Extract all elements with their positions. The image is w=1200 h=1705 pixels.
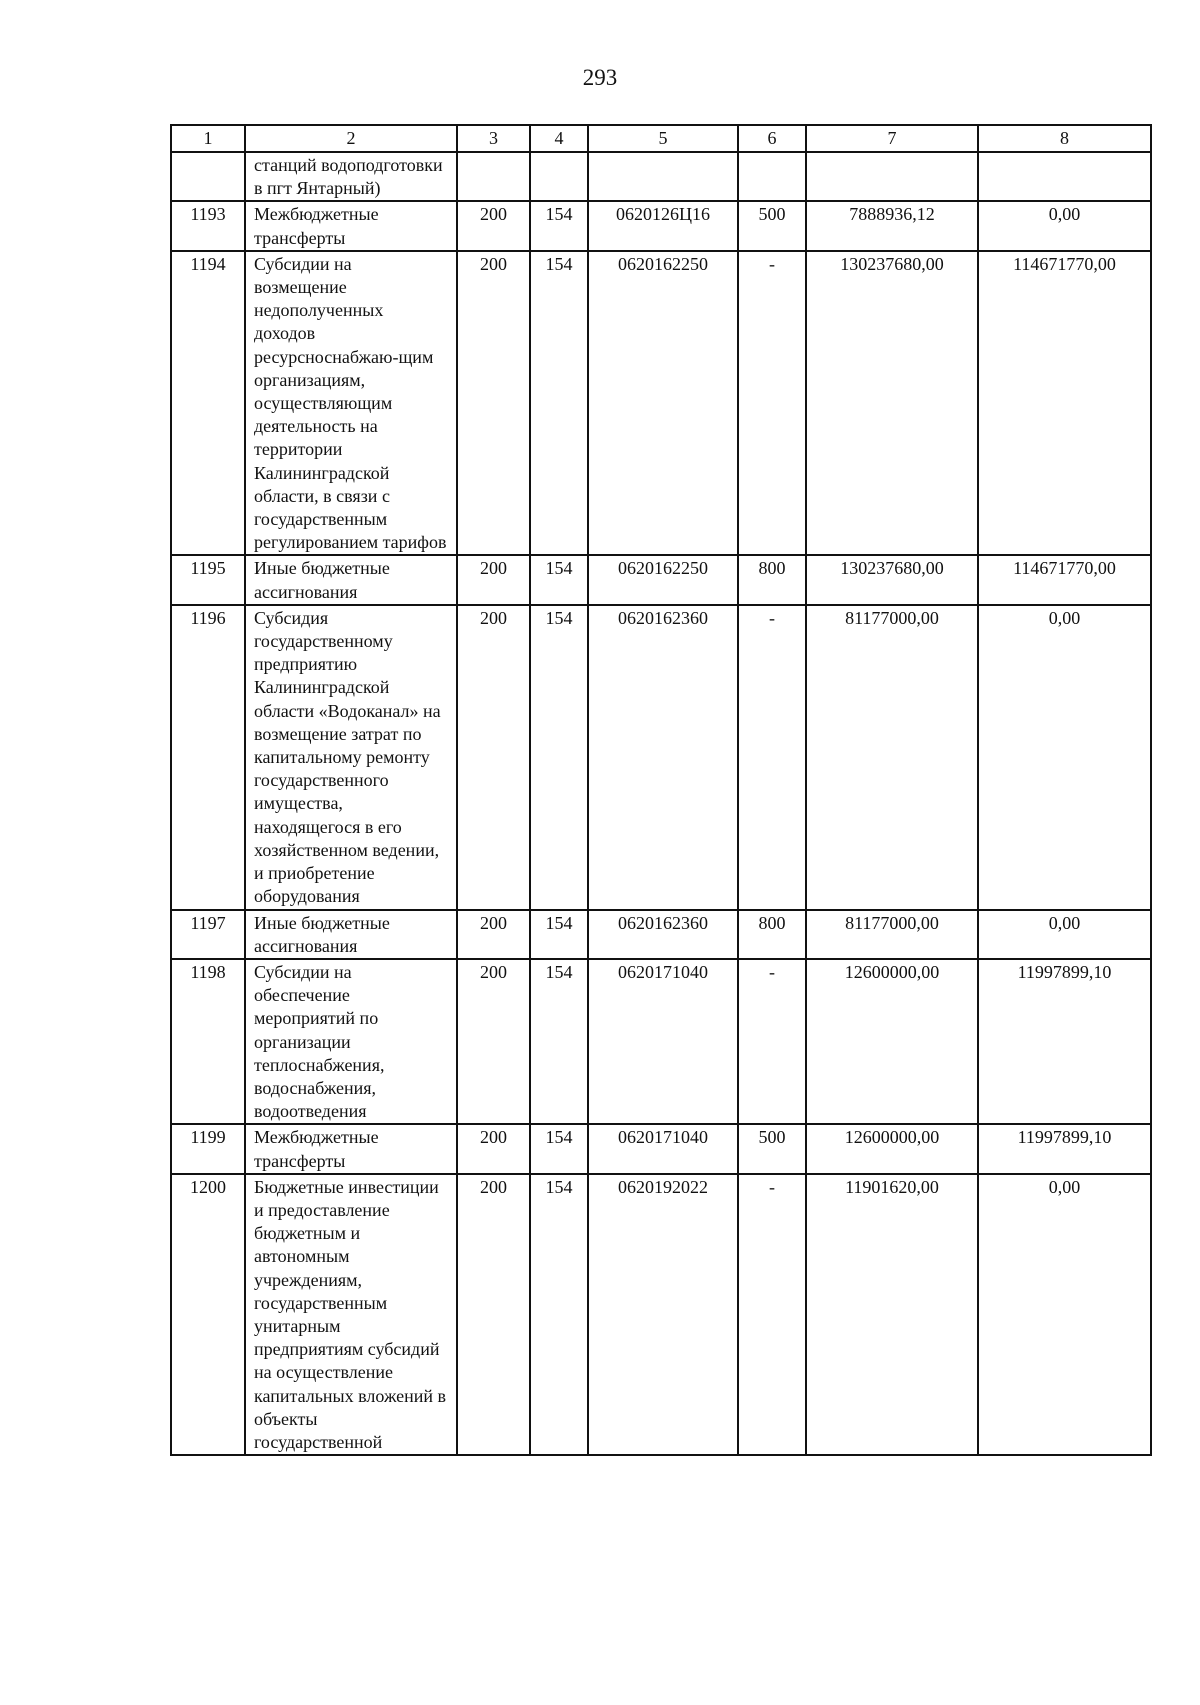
cell-col5: 0620162250 xyxy=(588,251,738,556)
cell-col3: 200 xyxy=(457,555,530,604)
budget-table xyxy=(170,124,1152,1456)
row-name: Межбюджетные трансферты xyxy=(245,1124,457,1173)
cell-col8: 114671770,00 xyxy=(978,555,1151,604)
cell-col6: 500 xyxy=(738,201,806,250)
cell-col3: 200 xyxy=(457,910,530,959)
table-row xyxy=(171,959,1151,1124)
cell-col3: 200 xyxy=(457,1174,530,1455)
cell-col3: 200 xyxy=(457,1124,530,1173)
cell-col3: 200 xyxy=(457,201,530,250)
cell-col4: 154 xyxy=(530,959,588,1124)
cell-col3 xyxy=(457,152,530,201)
cell-col7: 11901620,00 xyxy=(806,1174,978,1455)
column-header: 1 xyxy=(171,125,245,152)
cell-col8: 0,00 xyxy=(978,201,1151,250)
cell-col8: 0,00 xyxy=(978,910,1151,959)
column-header: 5 xyxy=(588,125,738,152)
row-number: 1198 xyxy=(171,959,245,1124)
cell-col4: 154 xyxy=(530,1124,588,1173)
row-number: 1197 xyxy=(171,910,245,959)
row-number: 1200 xyxy=(171,1174,245,1455)
table-row xyxy=(171,1124,1151,1173)
cell-col5: 0620162250 xyxy=(588,555,738,604)
column-header: 3 xyxy=(457,125,530,152)
cell-col7: 130237680,00 xyxy=(806,251,978,556)
cell-col7: 7888936,12 xyxy=(806,201,978,250)
row-number: 1199 xyxy=(171,1124,245,1173)
cell-col5: 0620171040 xyxy=(588,959,738,1124)
row-number: 1196 xyxy=(171,605,245,910)
cell-col7 xyxy=(806,152,978,201)
cell-col4: 154 xyxy=(530,251,588,556)
row-name: Иные бюджетные ассигнования xyxy=(245,910,457,959)
cell-col4: 154 xyxy=(530,555,588,604)
table-row xyxy=(171,555,1151,604)
cell-col8: 11997899,10 xyxy=(978,959,1151,1124)
row-name: Субсидия государственному предприятию Калининградской области «Водоканал» на возмещение затрат по капитальному ремонту государственного имущества, находящегося в его хозяйственном ведении, и приобретение оборудования xyxy=(245,605,457,910)
cell-col5: 0620171040 xyxy=(588,1124,738,1173)
cell-col5: 0620192022 xyxy=(588,1174,738,1455)
row-number: 1193 xyxy=(171,201,245,250)
table-row xyxy=(171,910,1151,959)
row-name: Субсидии на возмещение недополученных доходов ресурсноснабжаю-щим организациям, осуществляющим деятельность на территории Калининградской области, в связи с государственным регулированием тарифов xyxy=(245,251,457,556)
row-name: Субсидии на обеспечение мероприятий по организации теплоснабжения, водоснабжения, водоотведения xyxy=(245,959,457,1124)
cell-col4: 154 xyxy=(530,201,588,250)
cell-col8: 0,00 xyxy=(978,1174,1151,1455)
cell-col5 xyxy=(588,152,738,201)
table-row xyxy=(171,251,1151,556)
row-number xyxy=(171,152,245,201)
cell-col5: 0620162360 xyxy=(588,910,738,959)
column-header: 6 xyxy=(738,125,806,152)
cell-col7: 130237680,00 xyxy=(806,555,978,604)
cell-col5: 0620162360 xyxy=(588,605,738,910)
cell-col6 xyxy=(738,152,806,201)
cell-col6: - xyxy=(738,605,806,910)
row-number: 1194 xyxy=(171,251,245,556)
row-name: Межбюджетные трансферты xyxy=(245,201,457,250)
cell-col3: 200 xyxy=(457,959,530,1124)
cell-col6: - xyxy=(738,1174,806,1455)
column-header: 2 xyxy=(245,125,457,152)
table-row xyxy=(171,152,1151,201)
cell-col7: 81177000,00 xyxy=(806,605,978,910)
cell-col6: 800 xyxy=(738,910,806,959)
table-row xyxy=(171,605,1151,910)
column-header: 4 xyxy=(530,125,588,152)
column-header: 8 xyxy=(978,125,1151,152)
row-name: станций водоподготовки в пгт Янтарный) xyxy=(245,152,457,201)
cell-col6: - xyxy=(738,251,806,556)
cell-col6: - xyxy=(738,959,806,1124)
cell-col3: 200 xyxy=(457,605,530,910)
cell-col3: 200 xyxy=(457,251,530,556)
cell-col8: 11997899,10 xyxy=(978,1124,1151,1173)
row-name: Бюджетные инвестиции и предоставление бюджетным и автономным учреждениям, государственным унитарным предприятиям субсидий на осуществление капитальных вложений в объекты государственной xyxy=(245,1174,457,1455)
cell-col7: 12600000,00 xyxy=(806,1124,978,1173)
table-row xyxy=(171,1174,1151,1455)
header-row xyxy=(171,125,1151,152)
cell-col6: 500 xyxy=(738,1124,806,1173)
cell-col4: 154 xyxy=(530,1174,588,1455)
row-number: 1195 xyxy=(171,555,245,604)
cell-col7: 12600000,00 xyxy=(806,959,978,1124)
column-header: 7 xyxy=(806,125,978,152)
cell-col8: 0,00 xyxy=(978,605,1151,910)
cell-col4: 154 xyxy=(530,910,588,959)
cell-col4 xyxy=(530,152,588,201)
page-number: 293 xyxy=(582,65,618,90)
cell-col7: 81177000,00 xyxy=(806,910,978,959)
cell-col6: 800 xyxy=(738,555,806,604)
cell-col8 xyxy=(978,152,1151,201)
cell-col5: 0620126Ц16 xyxy=(588,201,738,250)
cell-col8: 114671770,00 xyxy=(978,251,1151,556)
cell-col4: 154 xyxy=(530,605,588,910)
table-row xyxy=(171,201,1151,250)
row-name: Иные бюджетные ассигнования xyxy=(245,555,457,604)
